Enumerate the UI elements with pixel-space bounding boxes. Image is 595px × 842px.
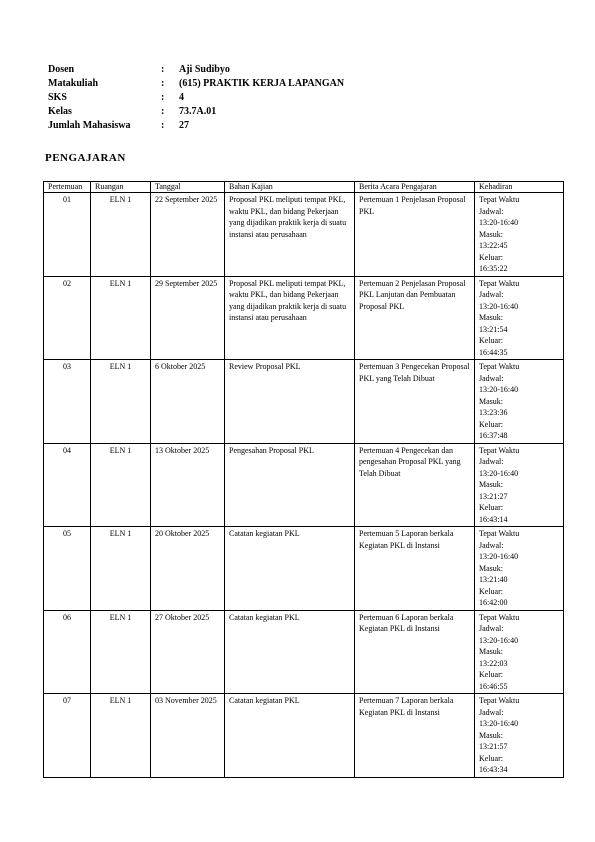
cell-berita-acara: Pertemuan 1 Penjelasan Proposal PKL — [355, 193, 475, 277]
cell-tanggal: 13 Oktober 2025 — [151, 443, 225, 527]
cell-tanggal: 22 September 2025 — [151, 193, 225, 277]
cell-bahan-kajian: Catatan kegiatan PKL — [225, 694, 355, 778]
header-berita-acara: Berita Acara Pengajaran — [355, 182, 475, 193]
info-separator: : — [161, 78, 165, 89]
cell-pertemuan: 05 — [44, 527, 91, 611]
attendance-line: Keluar: — [479, 670, 503, 679]
attendance-line: Masuk: — [479, 730, 503, 740]
attendance-line: Tepat Waktu — [479, 529, 520, 538]
table-row — [44, 610, 564, 694]
attendance-line: Tepat Waktu — [479, 278, 520, 288]
attendance-line: 16:43:34 — [479, 765, 508, 774]
cell-berita-acara: Pertemuan 2 Penjelasan Proposal PKL Lanjutan dan Pembuatan Proposal PKL — [355, 276, 475, 360]
info-value: Aji Sudibyo — [179, 64, 230, 75]
attendance-line: Tepat Waktu — [479, 696, 520, 705]
attendance-line: 16:43:14 — [479, 514, 508, 524]
attendance-line: 16:42:00 — [479, 598, 508, 607]
info-row — [48, 119, 344, 133]
table-row — [44, 193, 564, 277]
table-row — [44, 443, 564, 527]
info-separator: : — [161, 106, 165, 117]
cell-ruangan: ELN 1 — [91, 610, 151, 694]
attendance-line: 16:46:55 — [479, 681, 508, 691]
attendance-line: Jadwal: — [479, 457, 504, 466]
header-ruangan: Ruangan — [91, 182, 151, 193]
info-value: 27 — [179, 120, 189, 131]
attendance-line: 16:37:48 — [479, 431, 508, 440]
header-bahan-kajian: Bahan Kajian — [225, 182, 355, 193]
cell-pertemuan: 04 — [44, 443, 91, 527]
attendance-line: Jadwal: — [479, 707, 504, 717]
attendance-line: Keluar: — [479, 252, 503, 262]
cell-berita-acara: Pertemuan 6 Laporan berkala Kegiatan PKL di Instansi — [355, 610, 475, 694]
cell-tanggal: 03 November 2025 — [151, 694, 225, 778]
cell-ruangan: ELN 1 — [91, 443, 151, 527]
attendance-line: 13:21:40 — [479, 575, 508, 584]
cell-ruangan: ELN 1 — [91, 360, 151, 444]
attendance-line: Jadwal: — [479, 540, 504, 550]
cell-ruangan: ELN 1 — [91, 694, 151, 778]
attendance-line: Keluar: — [479, 419, 503, 429]
attendance-line: Masuk: — [479, 647, 503, 656]
header-kehadiran: Kehadiran — [475, 182, 564, 193]
cell-tanggal: 6 Oktober 2025 — [151, 360, 225, 444]
attendance-line: Jadwal: — [479, 290, 504, 299]
info-row — [48, 63, 344, 77]
table-row — [44, 276, 564, 360]
cell-berita-acara: Pertemuan 5 Laporan berkala Kegiatan PKL di Instansi — [355, 527, 475, 611]
info-row — [48, 77, 344, 91]
attendance-line: Masuk: — [479, 396, 503, 406]
info-value: 4 — [179, 92, 184, 103]
attendance-line: Keluar: — [479, 586, 503, 596]
cell-kehadiran — [475, 276, 564, 360]
header-tanggal: Tanggal — [151, 182, 225, 193]
cell-tanggal: 29 September 2025 — [151, 276, 225, 360]
course-info — [48, 63, 344, 133]
attendance-line: 13:21:27 — [479, 491, 508, 501]
info-label: Matakuliah — [48, 78, 99, 89]
info-row — [48, 105, 344, 119]
cell-berita-acara: Pertemuan 3 Pengecekan Proposal PKL yang Telah Dibuat — [355, 360, 475, 444]
attendance-line: 13:22:03 — [479, 658, 508, 668]
cell-berita-acara: Pertemuan 4 Pengecekan dan pengesahan Proposal PKL yang Telah Dibuat — [355, 443, 475, 527]
attendance-line: 13:21:54 — [479, 324, 508, 334]
attendance-line: Tepat Waktu — [479, 195, 520, 204]
cell-pertemuan: 07 — [44, 694, 91, 778]
teaching-schedule-table — [43, 181, 564, 778]
info-label: Jumlah Mahasiswa — [48, 120, 131, 131]
attendance-line: 13:20-16:40 — [479, 385, 519, 394]
attendance-line: 13:20-16:40 — [479, 301, 519, 311]
info-label: Dosen — [48, 64, 75, 75]
section-title: PENGAJARAN — [45, 152, 126, 164]
attendance-line: Masuk: — [479, 229, 503, 239]
cell-tanggal: 27 Oktober 2025 — [151, 610, 225, 694]
cell-pertemuan: 01 — [44, 193, 91, 277]
info-label: Kelas — [48, 106, 72, 117]
attendance-line: 16:44:35 — [479, 347, 508, 357]
cell-kehadiran — [475, 694, 564, 778]
header-pertemuan: Pertemuan — [44, 182, 91, 193]
cell-bahan-kajian: Proposal PKL meliputi tempat PKL, waktu PKL, dan bidang Pekerjaan yang dijadikan praktik kerja di suatu instansi atau perusahaan — [225, 193, 355, 277]
cell-kehadiran — [475, 527, 564, 611]
cell-kehadiran — [475, 443, 564, 527]
attendance-line: 13:20-16:40 — [479, 719, 519, 728]
cell-bahan-kajian: Catatan kegiatan PKL — [225, 610, 355, 694]
attendance-line: Tepat Waktu — [479, 612, 520, 622]
attendance-line: 13:21:57 — [479, 742, 508, 751]
cell-bahan-kajian: Proposal PKL meliputi tempat PKL, waktu PKL, dan bidang Pekerjaan yang dijadikan praktik kerja di suatu instansi atau perusahaan — [225, 276, 355, 360]
cell-pertemuan: 02 — [44, 276, 91, 360]
info-label: SKS — [48, 92, 67, 103]
attendance-line: Tepat Waktu — [479, 362, 520, 371]
cell-tanggal: 20 Oktober 2025 — [151, 527, 225, 611]
cell-bahan-kajian: Review Proposal PKL — [225, 360, 355, 444]
cell-bahan-kajian: Pengesahan Proposal PKL — [225, 443, 355, 527]
attendance-line: Masuk: — [479, 563, 503, 573]
info-value: 73.7A.01 — [179, 106, 217, 117]
attendance-line: 13:20-16:40 — [479, 552, 519, 561]
info-separator: : — [161, 92, 165, 103]
attendance-line: Jadwal: — [479, 373, 504, 383]
attendance-line: 13:23:36 — [479, 408, 508, 417]
attendance-line: 16:35:22 — [479, 264, 508, 273]
info-value: (615) PRAKTIK KERJA LAPANGAN — [179, 78, 345, 89]
cell-ruangan: ELN 1 — [91, 193, 151, 277]
table-row — [44, 694, 564, 778]
attendance-line: 13:20-16:40 — [479, 218, 519, 227]
cell-pertemuan: 06 — [44, 610, 91, 694]
info-separator: : — [161, 64, 165, 75]
attendance-line: Masuk: — [479, 480, 503, 489]
attendance-line: Keluar: — [479, 503, 503, 512]
attendance-line: Keluar: — [479, 336, 503, 345]
info-separator: : — [161, 120, 165, 131]
attendance-line: 13:20-16:40 — [479, 635, 519, 645]
cell-kehadiran — [475, 193, 564, 277]
table-header-row — [44, 182, 564, 193]
cell-kehadiran — [475, 360, 564, 444]
cell-berita-acara: Pertemuan 7 Laporan berkala Kegiatan PKL di Instansi — [355, 694, 475, 778]
attendance-line: Masuk: — [479, 313, 503, 322]
attendance-line: 13:22:45 — [479, 241, 508, 250]
attendance-line: 13:20-16:40 — [479, 468, 519, 478]
attendance-line: Jadwal: — [479, 624, 504, 633]
cell-bahan-kajian: Catatan kegiatan PKL — [225, 527, 355, 611]
table-row — [44, 360, 564, 444]
attendance-line: Jadwal: — [479, 206, 504, 216]
cell-kehadiran — [475, 610, 564, 694]
cell-ruangan: ELN 1 — [91, 527, 151, 611]
attendance-line: Keluar: — [479, 753, 503, 763]
cell-ruangan: ELN 1 — [91, 276, 151, 360]
table-row — [44, 527, 564, 611]
cell-pertemuan: 03 — [44, 360, 91, 444]
info-row — [48, 91, 344, 105]
attendance-line: Tepat Waktu — [479, 445, 520, 455]
